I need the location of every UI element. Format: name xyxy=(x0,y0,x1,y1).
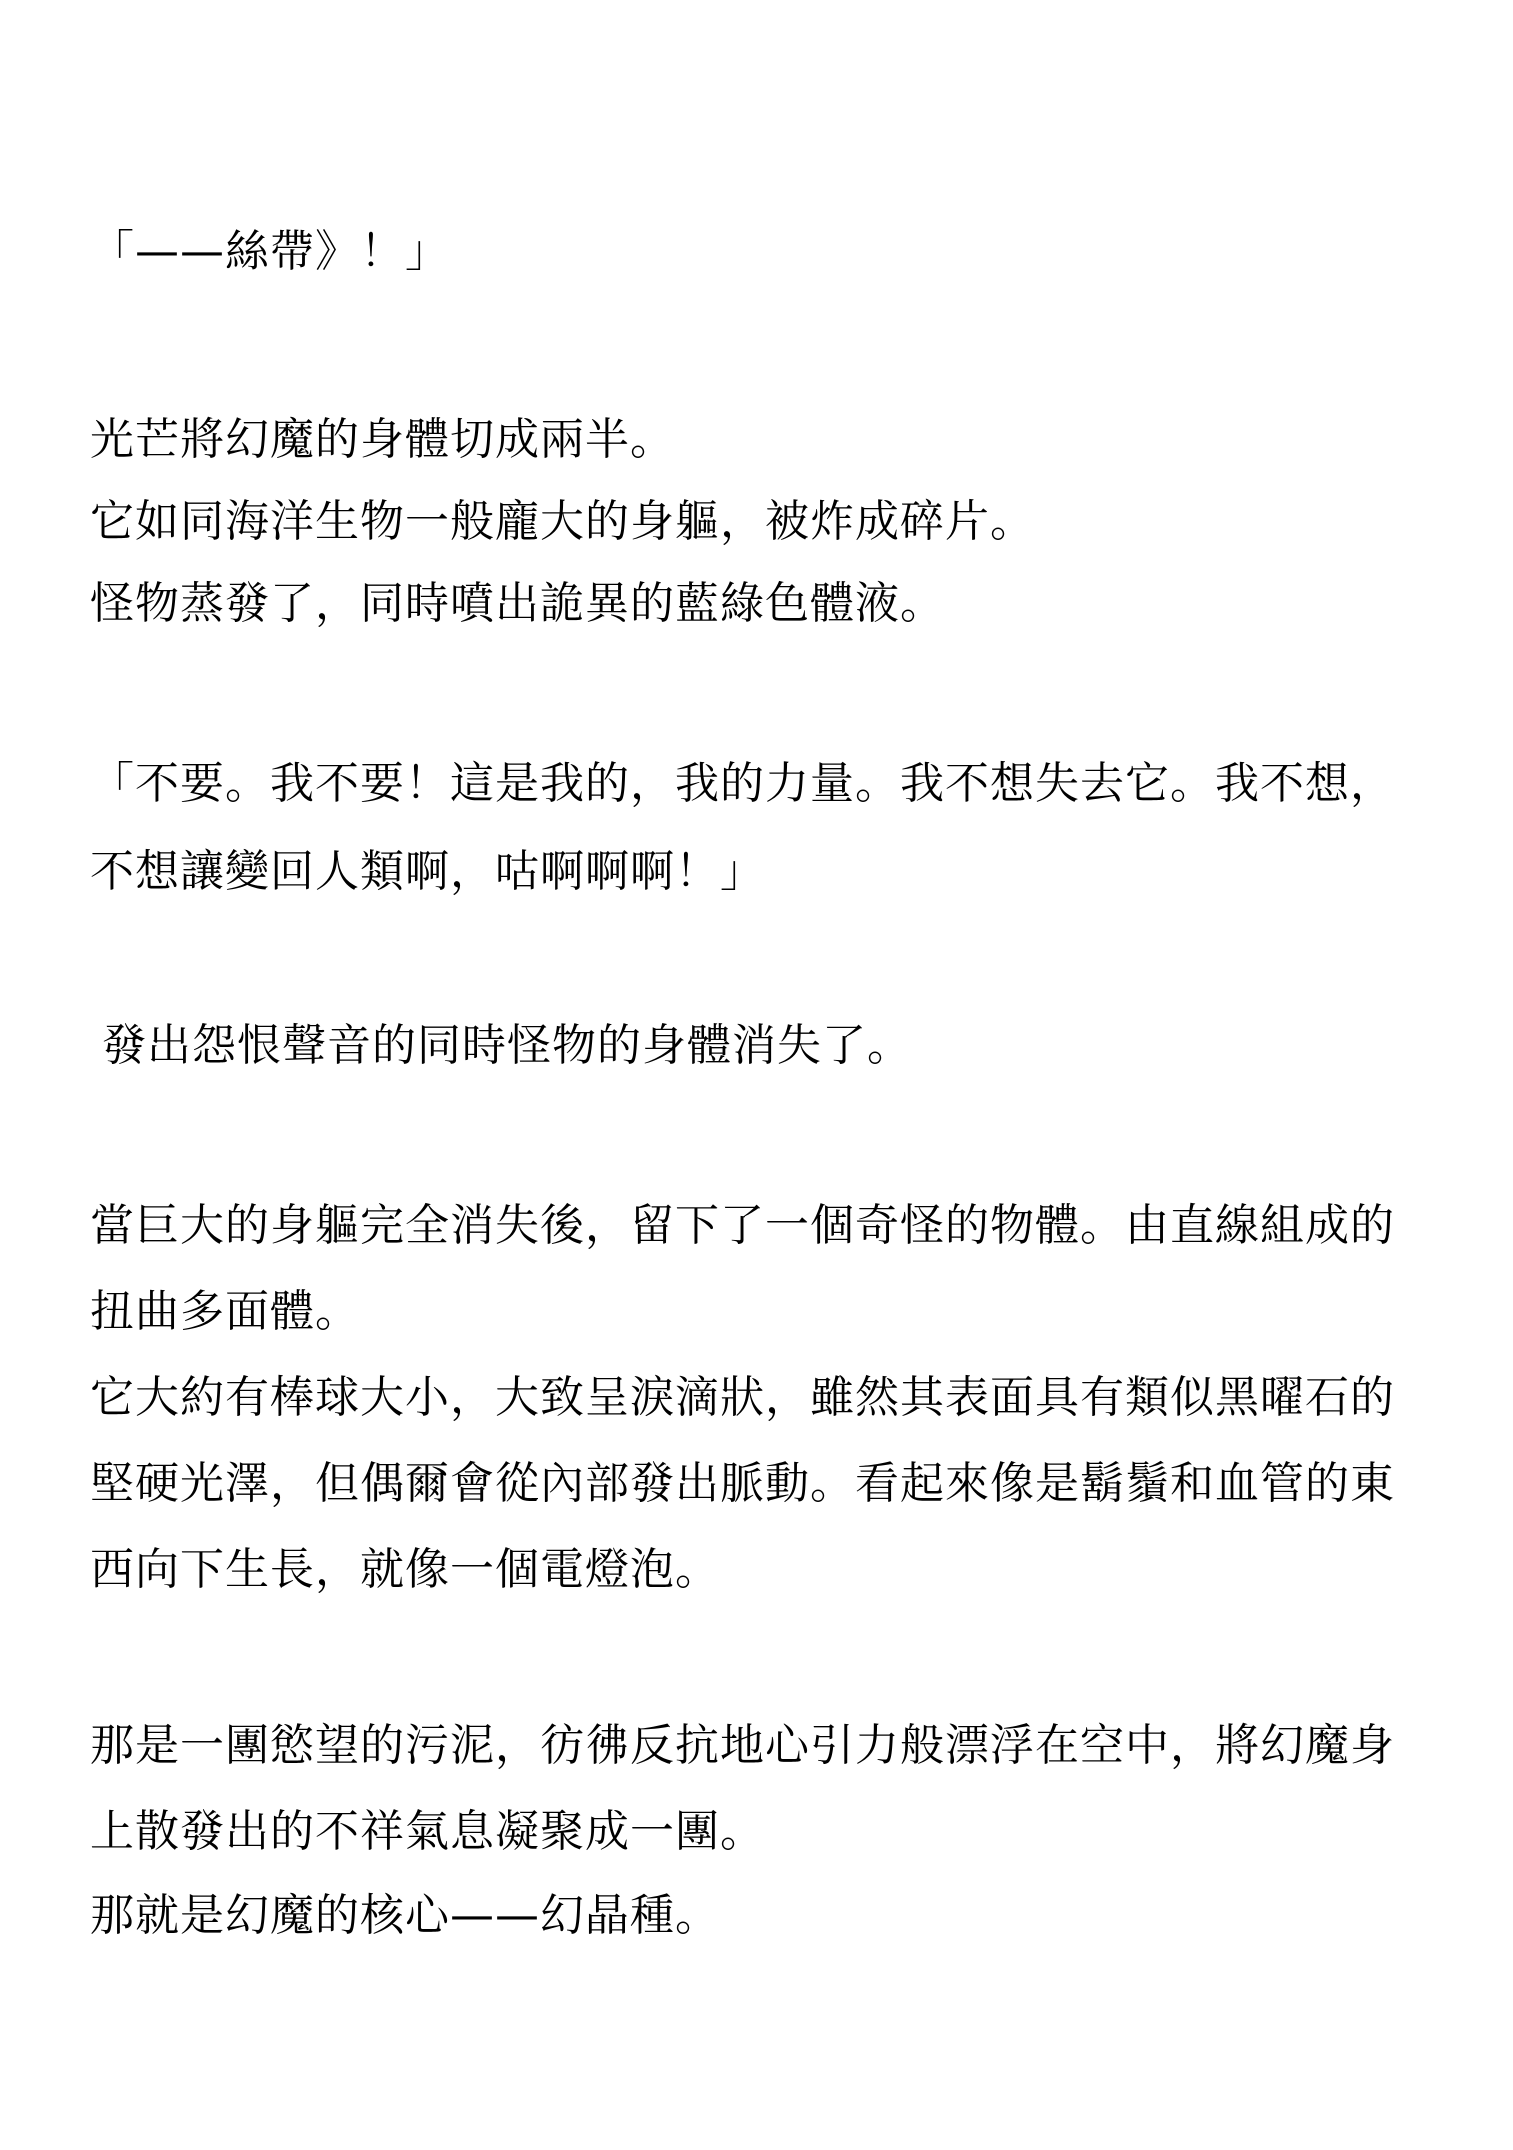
text-line: 「——絲帶》！」 xyxy=(90,226,450,277)
text-line: 怪物蒸發了，同時噴出詭異的藍綠色體液。 xyxy=(90,578,945,629)
text-line: 扭曲多面體。 xyxy=(90,1286,360,1337)
text-line: 它如同海洋生物一般龐大的身軀，被炸成碎片。 xyxy=(90,496,1035,547)
text-line: 西向下生長，就像一個電燈泡。 xyxy=(90,1544,720,1595)
text-line: 那就是幻魔的核心——幻晶種。 xyxy=(90,1890,720,1941)
text-line: 發出怨恨聲音的同時怪物的身體消失了。 xyxy=(102,1020,912,1071)
text-line: 堅硬光澤，但偶爾會從內部發出脈動。看起來像是鬍鬚和血管的東 xyxy=(90,1458,1395,1509)
text-line: 那是一團慾望的污泥，彷彿反抗地心引力般漂浮在空中，將幻魔身 xyxy=(90,1720,1395,1771)
text-line: 光芒將幻魔的身體切成兩半。 xyxy=(90,414,675,465)
text-line: 當巨大的身軀完全消失後，留下了一個奇怪的物體。由直線組成的 xyxy=(90,1200,1395,1251)
text-line: 不想讓變回人類啊，咕啊啊啊！」 xyxy=(90,846,765,897)
text-line: 上散發出的不祥氣息凝聚成一團。 xyxy=(90,1806,765,1857)
text-line: 「不要。我不要！這是我的，我的力量。我不想失去它。我不想， xyxy=(90,758,1395,809)
text-line: 它大約有棒球大小，大致呈淚滴狀，雖然其表面具有類似黑曜石的 xyxy=(90,1372,1395,1423)
